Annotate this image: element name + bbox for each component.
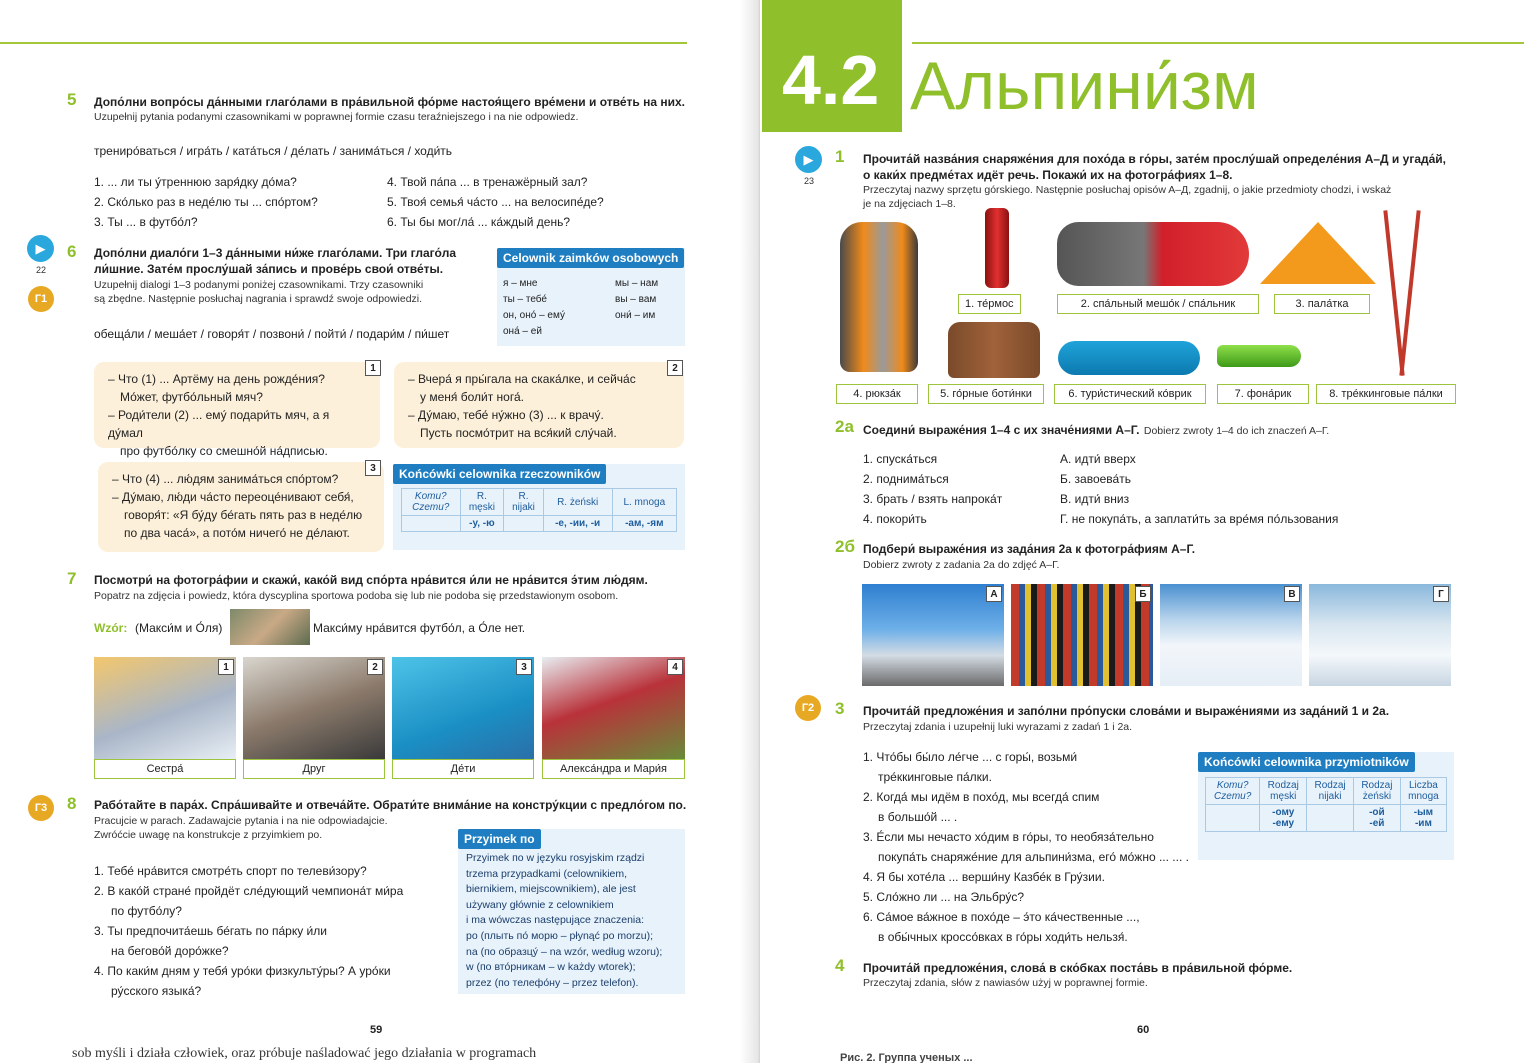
question-line: ли́шние. Зате́м прослу́шай за́пись и прове́рь свои́ отве́ты. [94,262,444,276]
question-line: Допо́лни диало́ги 1–3 да́нными ни́же глаго́лами. Три глаго́ла [94,246,457,260]
trekking-pole-image [1399,210,1420,376]
question-line: Прочита́й назва́ния снаряже́ния для похо́да в го́ры, зате́м прослу́шай определе́ния А–Д и угада́й, [863,152,1446,166]
table-cell: -ому -ему [1260,805,1307,832]
list-item: 4. По каки́м дням у тебя́ уро́ки физкульту́ры? А уро́ки [94,964,391,978]
sleeping-bag-image [1057,222,1249,286]
photo-letter: Г [1433,586,1449,602]
left-page [0,0,757,1063]
instruction-text: Dobierz zwroty 1–4 do ich znaczeń A–Г. [1143,425,1330,437]
photo-caption: Сестра́ [94,759,236,779]
list-item: тре́ккинговые па́лки. [878,770,992,784]
meaning-list [1060,449,1338,529]
table-header: R. nijaki [504,489,543,516]
gear-label: 8. тре́ккинговые па́лки [1316,384,1456,404]
table-cell [1307,805,1354,832]
exercise-instruction: Popatrz na zdjęcia i powiedz, która dyscyplina sportowa podoba się lub nie podoba się przedstawionym osobom. [94,590,619,602]
list-item: 1. Что́бы бы́ло ле́гче ... с горы́, возьми́ [863,750,1078,764]
bleed-through-text: Рис. 2. Группа ученых ... [840,1052,973,1063]
dialogue-number: 2 [667,360,683,376]
list-item: А. идти́ вверх [1060,452,1136,466]
exercise-number: 7 [67,569,77,588]
dialogue-line: – Вчера́ я пры́гала на скака́лке, и сейча́с [408,372,636,386]
bleed-through-text: sob myśli i działa człowiek, oraz próbuje naśladować jego działania w programach [72,1046,537,1061]
table-header: R. żeński [543,489,612,516]
photo-skier [1160,584,1302,686]
list-item: 2. В како́й стране́ пройдёт сле́дующий чемпиона́т ми́ра [94,884,404,898]
page-number: 59 [370,1024,383,1036]
gear-label: 4. рюкза́к [836,384,918,404]
exercise-number: 2а [835,417,854,436]
pronoun: я – мне [503,278,538,289]
box-line: biernikiem, miejscownikiem), ale jest [466,883,636,896]
photo-girls [542,657,685,759]
table-cell [1206,805,1260,832]
chapter-title: Альпини́зм [910,48,1259,124]
dialogue-line: – Ду́маю, лю́ди ча́сто переоце́нивают себя́, [112,490,354,504]
word-bank: обеща́ли / меша́ет / говоря́т / позвони́ / пойти́ / подари́м / пи́шет [94,327,450,341]
table-cell [402,516,461,532]
photo-caption: Алекса́ндра и Мари́я [542,759,685,779]
exercise-instruction: Dobierz zwroty z zadania 2a do zdjęć A–Г. [863,559,1060,571]
exercise-instruction: Przeczytaj zdania, słów z nawiasów użyj w poprawnej formie. [863,977,1148,989]
exercise-question: Прочита́й предложе́ния, слова́ в ско́бках поста́вь в пра́вильной фо́рме. [863,961,1293,975]
box-title: Końcówki celownika rzeczowników [393,464,606,484]
photo-number: 3 [516,659,532,675]
exercise-instruction [94,814,388,842]
photo-children [392,657,534,759]
list-item: Г. не покупа́ть, а заплати́ть за вре́мя по́льзования [1060,512,1339,526]
question-list [387,172,604,232]
example-photo [230,609,310,645]
photo-letter: А [986,586,1002,602]
dialogue-line: Мо́жет, футбо́льный мяч? [120,390,263,404]
pronoun: она́ – ей [503,326,542,337]
table-header: Rodzaj męski [1260,778,1307,805]
table-header: R. męski [460,489,504,516]
box-line: po (плыть по́ морю – płynąć po morzu); [466,929,653,942]
pronoun: мы – нам [615,278,659,289]
exercise-number: 6 [67,242,77,261]
table-header-row [402,489,677,516]
question-text: Соедини́ выраже́ния 1–4 с их значе́ниями А–Г. [863,423,1140,437]
sentence-list [863,747,1189,947]
header-rule [0,42,687,44]
instruction-line: Uzupełnij dialogi 1–3 podanymi poniżej czasownikami. Trzy czasowniki [94,279,424,291]
pronoun-col [615,276,658,324]
list-item: 2. поднима́ться [863,472,949,486]
list-item: Б. завоева́ть [1060,472,1131,486]
instruction-line: Przeczytaj nazwy sprzętu górskiego. Następnie posłuchaj opisów A–Д, zgadnij, o jakie przedmioty chodzi, i wskaż [863,184,1392,196]
photo-caption: Де́ти [392,759,534,779]
table-row [402,516,677,532]
page-number: 60 [1137,1024,1150,1036]
exercise-number: 8 [67,794,77,813]
question-list [94,861,403,1001]
exercise-instruction: Uzupełnij pytania podanymi czasownikami w poprawnej formie czasu teraźniejszego i na nie odpowiedz. [94,111,579,123]
example-names: (Макси́м и О́ля) [135,621,223,635]
list-item: 2. Когда́ мы идём в похо́д, мы всегда́ спим [863,790,1100,804]
instruction-line: Pracujcie w parach. Zadawajcie pytania i na nie odpowiadajcie. [94,815,388,827]
expression-list [863,449,1002,529]
photo-number: 4 [667,659,683,675]
list-item: 6. Ты бы мог/ла́ ... ка́ждый день? [387,215,571,229]
box-line: i ma wówczas następujące znaczenia: [466,914,645,927]
table-cell: -ой -ей [1353,805,1400,832]
table-cell: -ым -им [1400,805,1446,832]
list-item: 3. брать / взять напрока́т [863,492,1003,506]
grammar-tag: Г3 [28,795,54,821]
instruction-line: są zbędne. Następnie posłuchaj nagrania i sprawdź swoje odpowiedzi. [94,293,423,305]
dialogue-bubble [98,462,384,552]
dialogue-line: про футбо́лку со смешно́й на́дписью. [120,444,328,458]
table-header-row [1206,778,1447,805]
exercise-number: 3 [835,699,845,718]
table-cell [504,516,543,532]
exercise-question [863,421,1329,439]
backpack-image [840,222,918,372]
list-item: 3. Е́сли мы нечасто хо́дим в го́ры, то необяза́тельно [863,830,1154,844]
endings-table [1205,777,1447,832]
adjective-endings-box [1198,752,1454,860]
thermos-image [985,208,1009,288]
photo-letter: В [1284,586,1300,602]
box-line: trzema przypadkami (celownikiem, [466,867,628,880]
track-number: 22 [36,265,47,275]
table-header: Rodzaj żeński [1353,778,1400,805]
table-cell: -ам, -ям [612,516,676,532]
preposition-box [458,829,685,994]
grammar-tag: Г2 [795,695,821,721]
table-header: L. mnoga [612,489,676,516]
box-title: Końcówki celownika przymiotników [1198,752,1415,772]
box-line: Przyimek по w języku rosyjskim rządzi [466,852,645,864]
audio-icon[interactable]: ▶ [795,146,822,173]
mat-image [1058,341,1200,375]
gear-label: 2. спа́льный мешо́к / спа́льник [1057,294,1259,314]
header-rule [912,42,1524,44]
list-item: 4. Твой па́па ... в тренажёрный зал? [387,175,588,189]
list-item: 1. Тебе́ нра́вится смотре́ть спорт по телеви́зору? [94,864,367,878]
photo-skis [1011,584,1153,686]
exercise-number: 1 [835,147,845,166]
exercise-number: 5 [67,90,77,109]
dialogue-line: Пусть посмо́трит на вся́кий слу́чай. [420,426,617,440]
box-line: na (по образцу́ – na wzór, według wzoru); [466,945,663,958]
list-item: 5. Сло́жно ли ... на Эльбру́с? [863,890,1025,904]
pronoun: ты – тебе́ [503,294,547,305]
table-row [1206,805,1447,832]
exercise-number: 2б [835,537,855,556]
exercise-instruction [94,278,423,306]
example-label: Wzór: [94,621,128,635]
table-header: Komu? Czemu? [402,489,461,516]
instruction-line: Zwróćcie uwagę na konstrukcje z przyimkiem po. [94,829,323,841]
list-item: покупа́ть снаряже́ние для альпини́зма, его́ мо́жно ... ... . [878,850,1189,864]
photo-friend [243,657,385,759]
list-item: В. идти́ вниз [1060,492,1130,506]
list-item: на бегово́й доро́жке? [111,944,229,958]
list-item: 1. спуска́ться [863,452,938,466]
list-item: 4. покори́ть [863,512,927,526]
exercise-question [94,245,456,277]
list-item: в большо́й ... . [878,810,958,824]
photo-number: 2 [367,659,383,675]
table-header: Rodzaj nijaki [1307,778,1354,805]
list-item: 6. Са́мое ва́жное в похо́де – э́то ка́чественные ..., [863,910,1140,924]
list-item: 3. Ты предпочита́ешь бе́гать по па́рку и́ли [94,924,327,938]
dialogue-line: – Что (1) ... Артёму на день рожде́ния? [108,372,325,386]
box-line: w (по вто́рникам – w każdy wtorek); [466,961,636,974]
photo-climber [862,584,1004,686]
dialogue-line: – Роди́тели (2) ... ему́ подари́ть мяч, а я ду́мал [108,408,330,440]
list-item: 2. Ско́лько раз в неде́лю ты ... спо́ртом? [94,195,318,209]
photo-number: 1 [218,659,234,675]
gear-label: 6. тури́стический ко́врик [1054,384,1206,404]
exercise-number: 4 [835,956,845,975]
pronoun: они́ – им [615,310,656,321]
dialogue-line: – Что (4) ... лю́дям занима́ться спо́ртом? [112,472,339,486]
exercise-instruction: Przeczytaj zdania i uzupełnij luki wyrazami z zadań 1 i 2a. [863,721,1133,733]
box-title: Celownik zaimków osobowych [497,248,684,268]
list-item: 3. Ты ... в футбо́л? [94,215,198,229]
list-item: 4. Я бы хоте́ла ... верши́ну Казбе́к в Гру́зии. [863,870,1105,884]
photo-hikers [1309,584,1451,686]
exercise-question [863,151,1446,183]
dialogue-line: – Ду́маю, тебе́ ну́жно (3) ... к врачу́. [408,408,604,422]
endings-table [401,488,677,532]
table-cell: -у, -ю [460,516,504,532]
list-item: ру́сского языка́? [111,984,202,998]
dialogue-bubble [94,362,380,458]
exercise-question: Посмотри́ на фотогра́фии и скажи́, како́й вид спо́рта нра́вится и́ли не нра́вится э́тим лю́дям. [94,573,648,587]
dialogue-line: говоря́т: «Я бу́ду бе́гать пять раз в неде́лю [124,508,363,522]
track-number: 23 [804,176,815,186]
grammar-tag: Г1 [28,286,54,312]
box-line: używany głównie z celownikiem [466,898,614,911]
box-line: przez (по телефо́ну – przez telefon). [466,976,639,989]
audio-icon[interactable]: ▶ [27,235,54,262]
pronoun-box [497,248,685,346]
boots-image [948,322,1040,378]
dialogue-number: 1 [365,360,381,376]
dialogue-number: 3 [365,460,381,476]
exercise-question: Прочита́й предложе́ния и запо́лни про́пуски слова́ми и выраже́ниями из зада́ний 1 и 2а. [863,704,1390,718]
list-item: в обы́чных кроссо́вках в го́ры ходи́ть нельзя́. [878,930,1128,944]
dialogue-bubble [394,362,684,448]
list-item: 1. ... ли ты у́треннюю заря́дку до́ма? [94,175,297,189]
table-header: Komu? Czemu? [1206,778,1260,805]
gear-label: 5. го́рные боти́нки [928,384,1044,404]
box-text [466,851,662,991]
pronoun: вы – вам [615,294,657,305]
pronoun: он, оно́ – ему́ [503,310,565,321]
exercise-instruction [863,183,1391,211]
flashlight-image [1217,345,1301,367]
gear-label: 3. пала́тка [1274,294,1370,314]
photo-sister [94,657,236,759]
instruction-line: je na zdjęciach 1–8. [863,198,956,210]
photo-letter: Б [1135,586,1151,602]
exercise-question: Подбери́ выраже́ния из зада́ния 2а к фотогра́фиям А–Г. [863,542,1196,556]
photo-caption: Друг [243,759,385,779]
list-item: 5. Твоя́ семья́ ча́сто ... на велосипе́де? [387,195,604,209]
noun-endings-box [393,464,685,550]
pronoun-col [503,276,565,340]
example-answer: Макси́му нра́вится футбо́л, а О́ле нет. [313,621,526,635]
gear-label: 1. те́рмос [958,294,1021,314]
list-item: по футбо́лу? [111,904,182,918]
right-page [760,0,1531,1063]
dialogue-line: по два часа́», а пото́м ничего́ не де́лают. [124,526,350,540]
chapter-number: 4.2 [782,41,880,119]
exercise-question: Рабо́тайте в пара́х. Спра́шивайте и отвеча́йте. Обрати́те внима́ние на констру́кции с предло́гом по. [94,798,687,812]
question-line: о каки́х предме́тах идёт речь. Покажи́ их на фотогра́фиях 1–8. [863,168,1233,182]
dialogue-line: у меня́ боли́т нога́. [420,390,524,404]
table-cell: -е, -ии, -и [543,516,612,532]
tent-image [1260,222,1376,284]
gear-label: 7. фона́рик [1217,384,1309,404]
question-list [94,172,318,232]
word-bank: трениро́ваться / игра́ть / ката́ться / де́лать / занима́ться / ходи́ть [94,144,453,158]
box-title: Przyimek по [458,829,541,849]
table-header: Liczba mnoga [1400,778,1446,805]
exercise-question: Допо́лни вопро́сы да́нными глаго́лами в пра́вильной фо́рме настоя́щего вре́мени и отве́ть на них. [94,95,685,109]
